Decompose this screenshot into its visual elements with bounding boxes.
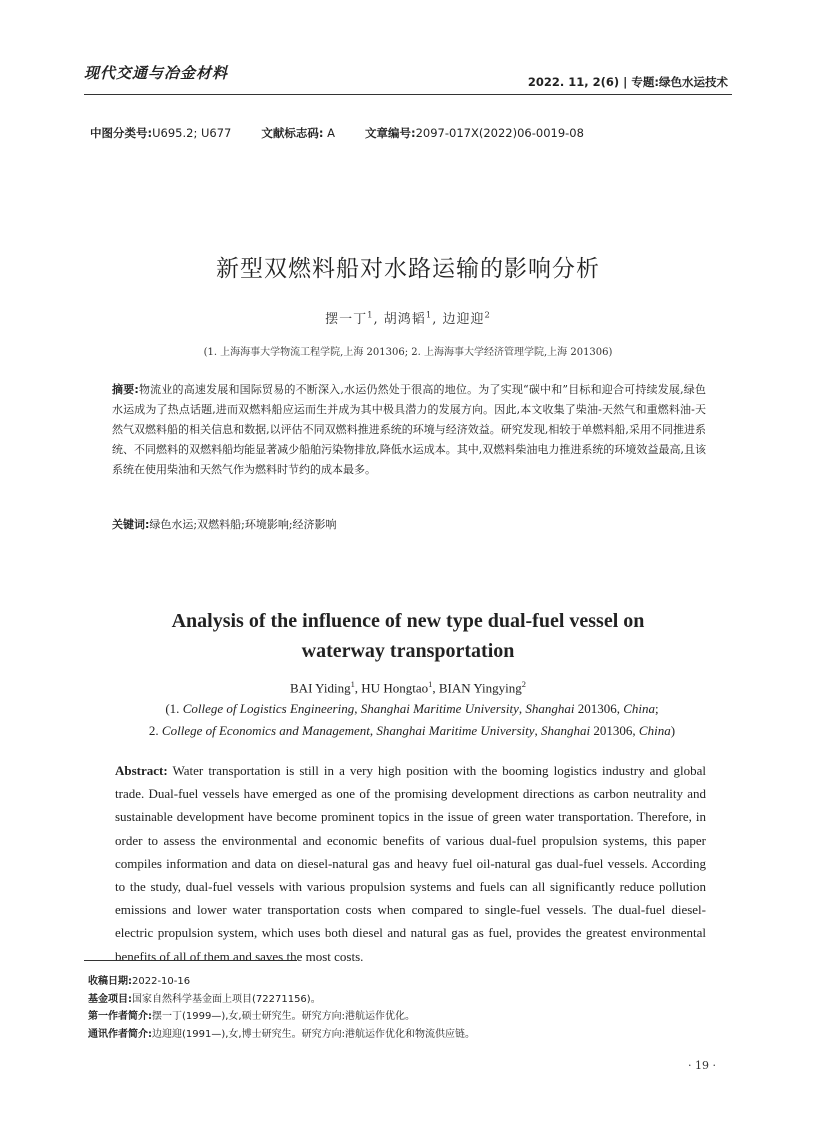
footnote-value: 国家自然科学基金面上项目(72271156)。 — [132, 993, 321, 1005]
affil-end: ) — [670, 723, 676, 738]
cn-abstract-text: 物流业的高速发展和国际贸易的不断深入,水运仍然处于很高的地位。为了实现“碳中和”目标和迎合可持续发展,绿色水运成为了热点话题,进而双燃料船应运而生并成为其中极具潜力的发展方向。因此,本文收集了柴油-天然气和重燃料油-天然气双燃料船的相关信息和数据,以评估不同双燃料推进系统的环境与经济效益。研究发现,相较于单燃料船,采用不同推进系统、不同燃料的双燃料船均能显著减少船舶污染物排放,降低水运成本。其中,双燃料柴油电力推进系统的环境效益最高,且该系统在使用柴油和天然气作为燃料时节约的成本最多。 — [112, 383, 706, 476]
cn-abstract-label: 摘要: — [112, 383, 139, 396]
clc-value: U695.2; U677 — [152, 126, 232, 140]
affil-city: Shanghai — [525, 701, 575, 716]
doc-label: 文献标志码: — [261, 126, 324, 140]
issue-number: 2022. 11, 2(6) — [527, 75, 620, 89]
en-abstract-text: Water transportation is still in a very high position with the booming logistics industry and global trade. Dual-fuel vessels have emerged as one of the promising development directions as carbon neutrality and sustainable development have become prominent topics in the issue of green water transportation. Therefore, in order to assess the environmental and economic benefits of various dual-fuel propulsion systems, this paper compiles information and data on diesel-natural gas and heavy fuel oil-natural gas dual-fuel vessels. According to the study, dual-fuel vessels with various propulsion systems and fuels can all significantly reduce pollution emissions and lower water transportation costs when compared to single-fuel vessels. The dual-fuel diesel-electric propulsion system, which uses both diesel and natural gas as fuel, provides the greatest environmental benefits of all of them and saves the most costs. — [115, 763, 706, 964]
en-author-sup: 2 — [521, 679, 526, 689]
en-title-line: Analysis of the influence of new type dual-fuel vessel on — [171, 610, 645, 632]
article-label: 文章编号: — [365, 126, 416, 140]
doc-value: A — [327, 126, 335, 140]
footnote-fund — [88, 991, 475, 1009]
cn-title: 新型双燃料船对水路运输的影响分析 — [216, 256, 600, 282]
affil-college: College of Logistics Engineering — [182, 701, 355, 716]
footnotes — [88, 973, 475, 1043]
cn-author-sep: , — [373, 312, 384, 327]
affil-city: Shanghai — [541, 723, 591, 738]
en-abstract-label: Abstract: — [115, 763, 168, 778]
footnote-label: 收稿日期: — [88, 976, 132, 987]
en-abstract — [115, 759, 706, 968]
footnote-first-author — [88, 1008, 475, 1026]
affil-university: Shanghai Maritime University — [360, 701, 519, 716]
en-author-sup: 1 — [350, 679, 355, 689]
footnote-label: 通讯作者简介: — [88, 1028, 152, 1040]
affil-college: College of Economics and Management — [161, 723, 370, 738]
footnote-value: 2022-10-16 — [132, 976, 191, 987]
en-affiliations — [112, 698, 712, 742]
article-value: 2097-017X(2022)06-0019-08 — [415, 126, 584, 140]
journal-logo: 现代交通与冶金材料 — [84, 64, 229, 82]
cn-abstract — [112, 380, 706, 480]
cn-author-sup: 2 — [484, 309, 491, 320]
cn-keywords-text: 绿色水运;双燃料船;环境影响;经济影响 — [149, 518, 337, 531]
en-author: BAI Yiding — [290, 680, 351, 696]
en-title-line: waterway transportation — [301, 640, 515, 662]
clc-label: 中图分类号: — [90, 126, 153, 140]
cn-author: 胡鸿韬 — [383, 312, 426, 327]
cn-authors — [0, 308, 816, 327]
en-author: HU Hongtao — [361, 680, 429, 696]
cn-author-sup: 1 — [367, 309, 374, 320]
affil-end: ; — [655, 701, 659, 716]
footnote-corresponding-author — [88, 1026, 475, 1044]
article-number — [365, 125, 584, 141]
header-separator: | — [623, 75, 628, 89]
affil-prefix: 2. — [148, 723, 162, 738]
article-meta — [90, 125, 584, 141]
column-name: 专题:绿色水运技术 — [631, 75, 728, 89]
cn-keywords — [112, 516, 706, 532]
en-author: BIAN Yingying — [438, 680, 522, 696]
affil-zip: 201306 — [577, 701, 617, 716]
footnote-received — [88, 973, 475, 991]
cn-author-sup: 1 — [425, 309, 433, 320]
footnote-value: 边迎迎(1991—),女,博士研究生。研究方向:港航运作优化和物流供应链。 — [152, 1028, 475, 1040]
en-author-sep: , — [354, 680, 362, 696]
cn-author: 摆一丁 — [325, 312, 368, 327]
doc-code — [261, 125, 335, 141]
en-author-sep: , — [432, 680, 439, 696]
footnote-rule — [84, 960, 297, 961]
affil-zip: 201306 — [593, 723, 633, 738]
issue-header — [528, 74, 728, 90]
affil-prefix: (1. — [165, 701, 183, 716]
affil-university: Shanghai Maritime University — [376, 723, 535, 738]
clc-code — [90, 125, 231, 141]
affil-country: China — [623, 701, 656, 716]
page-number: · 19 · — [688, 1059, 716, 1072]
cn-keywords-label: 关键词: — [112, 518, 150, 531]
en-title — [0, 606, 816, 666]
en-affiliation-1: (1. College of Logistics Engineering, Shanghai Maritime University, Shanghai 201306, China; — [165, 701, 659, 716]
cn-affiliations: (1. 上海海事大学物流工程学院,上海 201306; 2. 上海海事大学经济管理学院,上海 201306) — [203, 347, 613, 358]
header-rule — [84, 94, 732, 95]
footnote-label: 基金项目: — [88, 993, 132, 1005]
en-affiliation-2: 2. College of Economics and Management, Shanghai Maritime University, Shanghai 201306, China) — [148, 723, 676, 738]
en-author-sup: 1 — [428, 679, 433, 689]
en-authors — [0, 679, 816, 696]
cn-author: 边迎迎 — [442, 312, 485, 327]
affil-country: China — [638, 723, 671, 738]
footnote-value: 摆一丁(1999—),女,硕士研究生。研究方向:港航运作优化。 — [152, 1011, 415, 1022]
cn-author-sep: , — [432, 312, 443, 327]
footnote-label: 第一作者简介: — [88, 1011, 152, 1022]
